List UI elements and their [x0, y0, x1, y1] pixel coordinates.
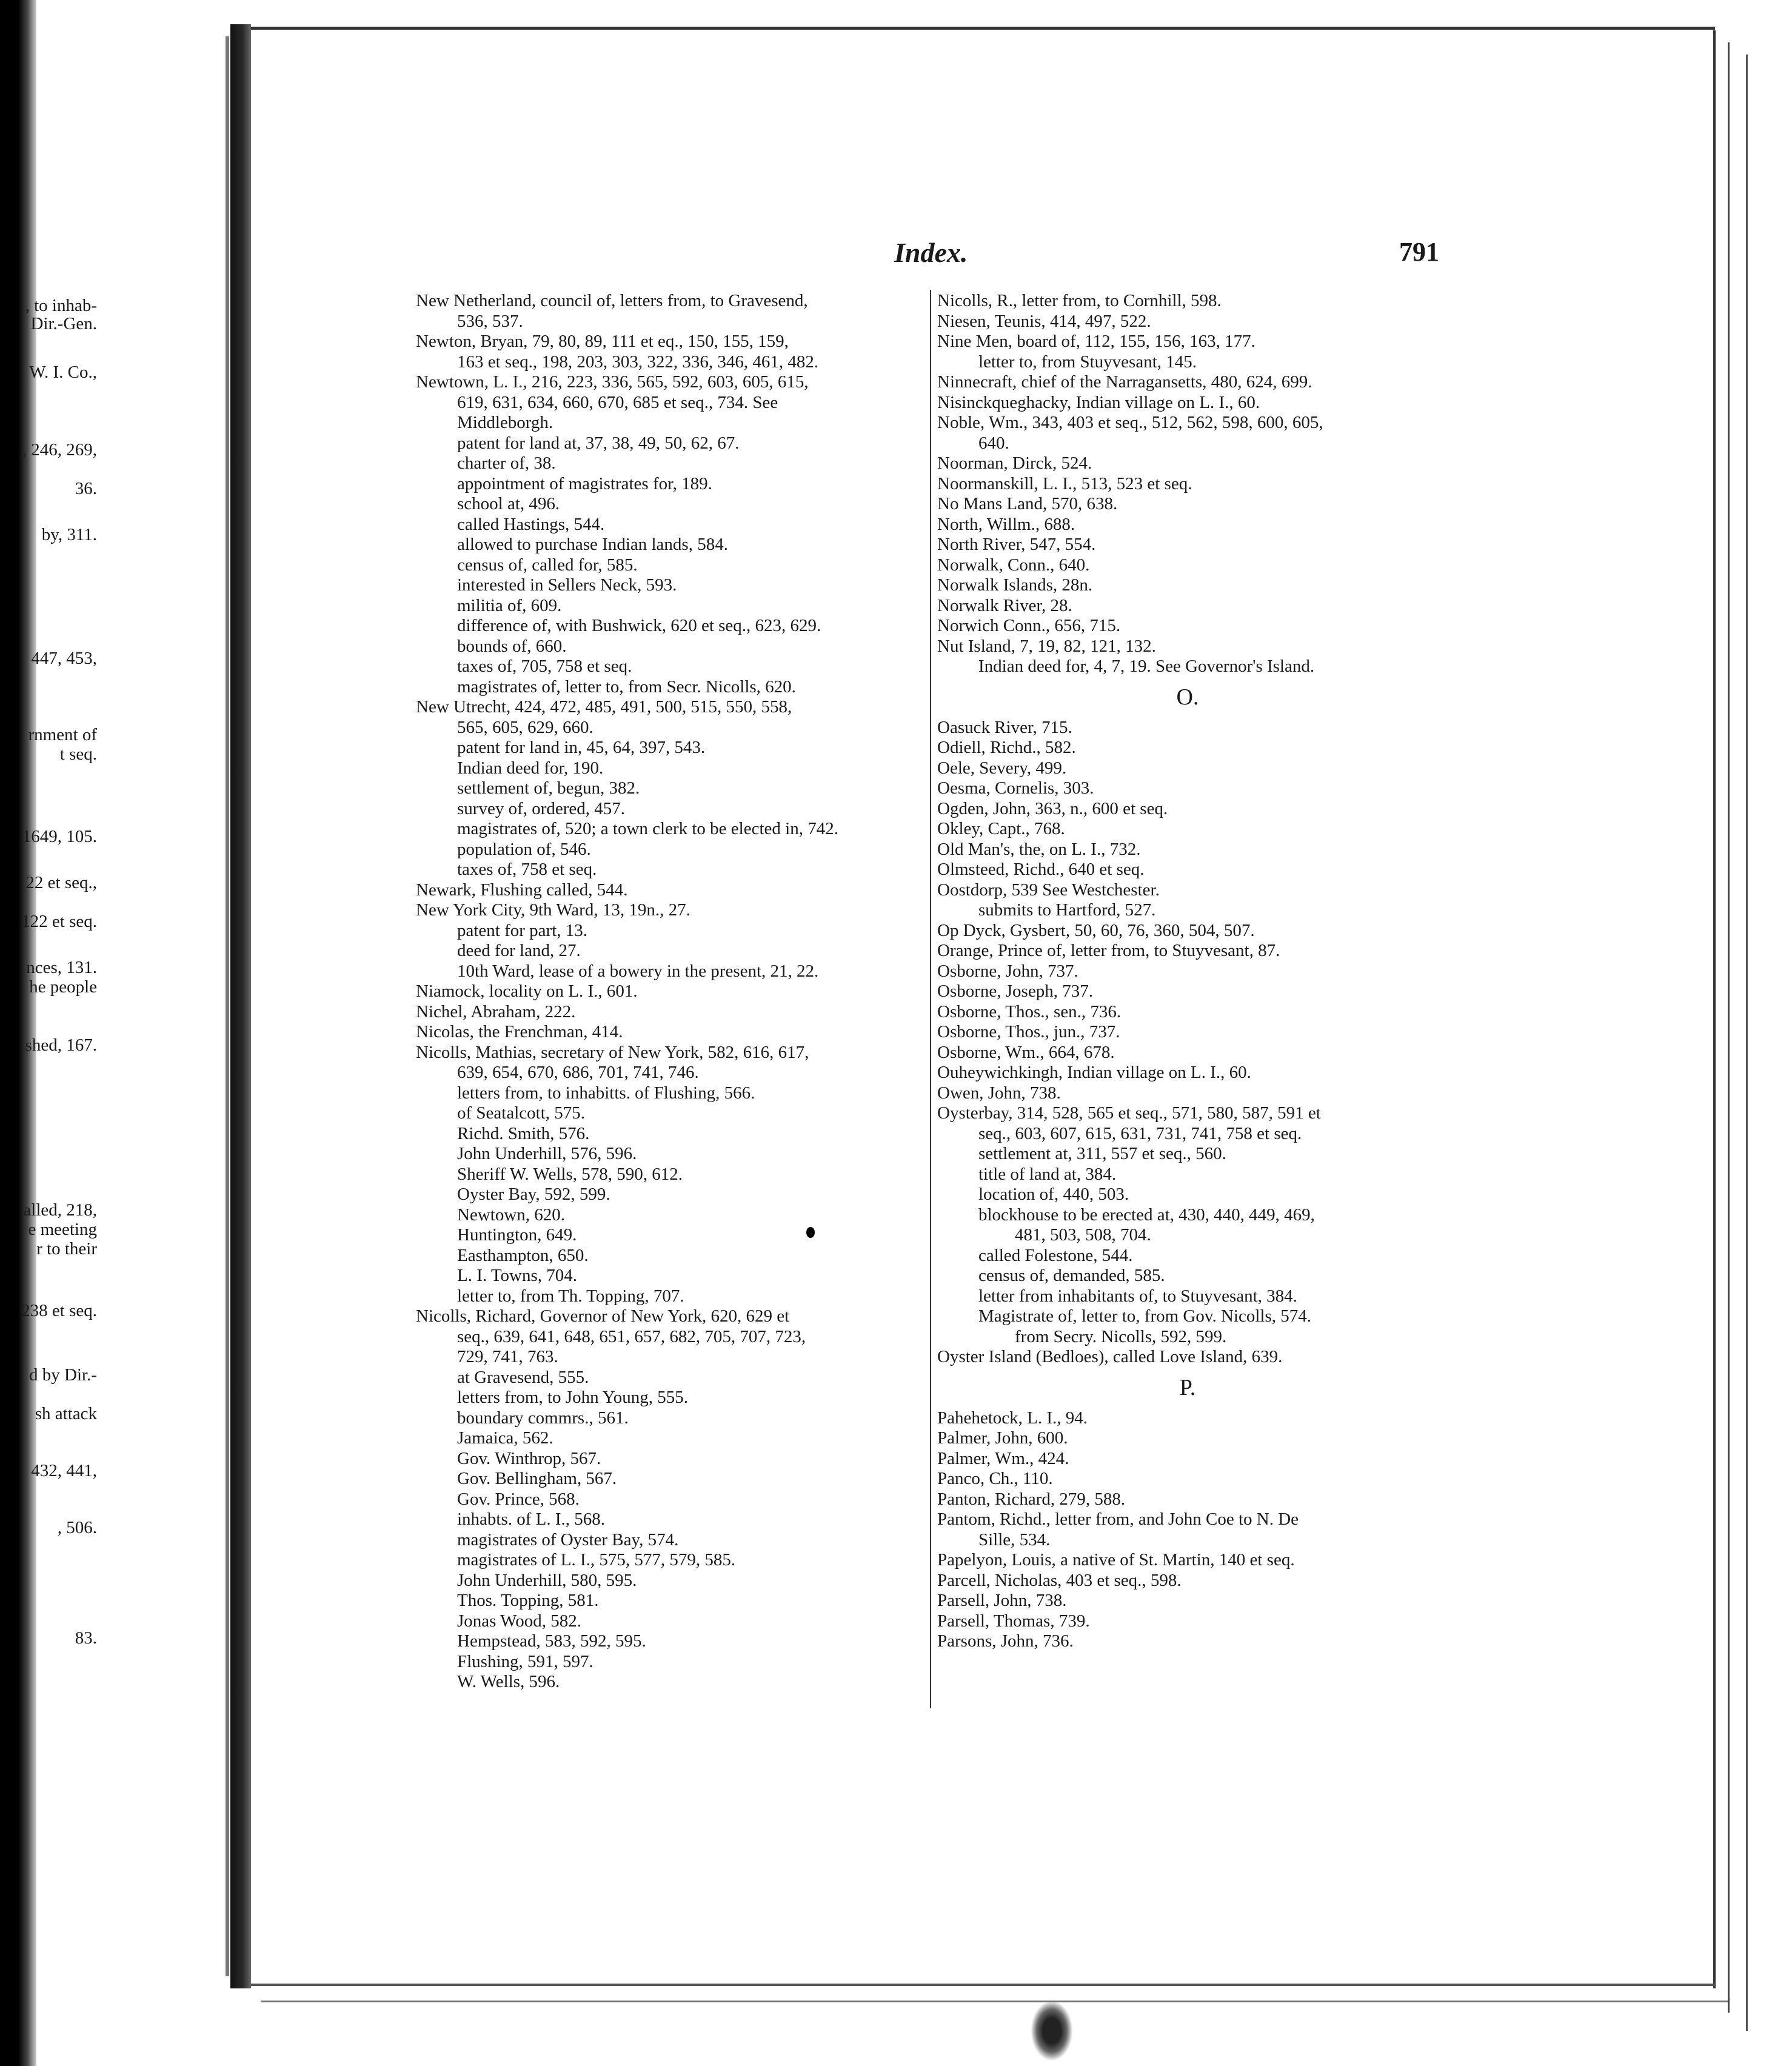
index-subentry: magistrates of L. I., 575, 577, 579, 585.	[457, 1550, 736, 1570]
index-entry: Osborne, Wm., 664, 678.	[937, 1042, 1115, 1062]
section-letter-heading: P.	[1179, 1374, 1196, 1400]
index-entry: New Netherland, council of, letters from, to Gravesend,	[416, 291, 808, 310]
index-entry: Nicolls, Mathias, secretary of New York, 582, 616, 617,	[416, 1042, 809, 1062]
index-entry: Niesen, Teunis, 414, 497, 522.	[937, 311, 1151, 331]
index-entry: Parsell, John, 738.	[937, 1591, 1067, 1610]
section-letter-heading: O.	[1176, 684, 1199, 710]
left-page-text-fragment: nces, 131.	[26, 958, 97, 977]
page-right-edge	[1713, 30, 1716, 1988]
index-subentry: 565, 605, 629, 660.	[457, 717, 593, 737]
left-page-text-fragment: alled, 218,	[23, 1200, 97, 1220]
index-subentry: Gov. Prince, 568.	[457, 1489, 580, 1509]
left-page-text-fragment: 122 et seq.	[21, 912, 97, 931]
index-entry: Nut Island, 7, 19, 82, 121, 132.	[937, 636, 1156, 656]
index-entry: Okley, Capt., 768.	[937, 819, 1065, 838]
index-entry: Panco, Ch., 110.	[937, 1469, 1053, 1488]
index-subentry: interested in Sellers Neck, 593.	[457, 575, 677, 595]
index-subentry: blockhouse to be erected at, 430, 440, 449, 469,	[978, 1205, 1315, 1225]
index-entry: Pantom, Richd., letter from, and John Coe to N. De	[937, 1509, 1299, 1529]
left-page-text-fragment: 36.	[75, 479, 97, 498]
left-page-text-fragment: sh attack	[35, 1404, 97, 1423]
index-subentry: Magistrate of, letter to, from Gov. Nicolls, 574.	[978, 1306, 1312, 1326]
index-entry: Osborne, Thos., sen., 736.	[937, 1001, 1122, 1021]
index-subentry: letter from inhabitants of, to Stuyvesant, 384.	[978, 1286, 1297, 1306]
index-entry: North, Willm., 688.	[937, 514, 1075, 534]
left-page-text-fragment: Dir.-Gen.	[30, 314, 97, 333]
index-subentry: school at, 496.	[457, 494, 560, 513]
left-page-text-fragment: 238 et seq.	[21, 1301, 97, 1320]
index-subentry: called Folestone, 544.	[978, 1245, 1133, 1265]
index-subentry: inhabts. of L. I., 568.	[457, 1509, 606, 1529]
index-subentry: appointment of magistrates for, 189.	[457, 473, 712, 493]
index-subentry: Jonas Wood, 582.	[457, 1611, 581, 1631]
page-bottom-edge	[251, 1984, 1715, 1986]
index-entry: Nicolls, Richard, Governor of New York, 620, 629 et	[416, 1306, 790, 1326]
book-gutter	[230, 24, 251, 1988]
index-subentry: Sheriff W. Wells, 578, 590, 612.	[457, 1164, 683, 1184]
index-entry: Ninnecraft, chief of the Narragansetts, 480, 624, 699.	[937, 372, 1312, 392]
index-subentry: 536, 537.	[457, 311, 523, 331]
left-page-text-fragment: 447, 453,	[31, 649, 97, 668]
index-entry: Newark, Flushing called, 544.	[416, 880, 628, 900]
index-entry: Norwich Conn., 656, 715.	[937, 616, 1121, 635]
index-subentry: Indian deed for, 4, 7, 19. See Governor's Island.	[978, 657, 1315, 676]
index-subentry: taxes of, 705, 758 et seq.	[457, 657, 632, 676]
index-subentry: patent for part, 13.	[457, 920, 588, 940]
index-subentry: population of, 546.	[457, 839, 591, 859]
index-entry: Noormanskill, L. I., 513, 523 et seq.	[937, 473, 1192, 493]
index-entry: New Utrecht, 424, 472, 485, 491, 500, 515, 550, 558,	[416, 697, 792, 717]
index-subentry: bounds of, 660.	[457, 636, 567, 656]
page-right-edge	[1728, 42, 1730, 2013]
index-subentry: 163 et seq., 198, 203, 303, 322, 336, 346, 461, 482.	[457, 352, 819, 372]
index-entry: Osborne, John, 737.	[937, 961, 1078, 981]
index-subentry: magistrates of Oyster Bay, 574.	[457, 1529, 679, 1549]
left-page-text-fragment: 1649, 105.	[22, 827, 97, 846]
left-page-text-fragment: by, 311.	[41, 525, 97, 544]
index-subentry: Oyster Bay, 592, 599.	[457, 1185, 610, 1204]
index-entry: Oesma, Cornelis, 303.	[937, 778, 1094, 798]
index-subentry: Thos. Topping, 581.	[457, 1591, 599, 1610]
index-subentry: letters from, to inhabitts. of Flushing, 566.	[457, 1083, 755, 1103]
index-subentry: Newtown, 620.	[457, 1205, 566, 1225]
index-entry: Norwalk Islands, 28n.	[937, 575, 1093, 595]
left-page-text-fragment: r to their	[36, 1239, 97, 1259]
index-subentry: seq., 639, 641, 648, 651, 657, 682, 705, 707, 723,	[457, 1326, 806, 1346]
left-page-text-fragment: he people	[29, 977, 97, 997]
index-subentry: letter to, from Stuyvesant, 145.	[978, 352, 1197, 372]
index-entry: Pahehetock, L. I., 94.	[937, 1408, 1088, 1428]
index-subentry: taxes of, 758 et seq.	[457, 860, 597, 879]
index-entry: Noble, Wm., 343, 403 et seq., 512, 562, 598, 600, 605,	[937, 413, 1323, 432]
index-subentry: 619, 631, 634, 660, 670, 685 et seq., 734. See	[457, 392, 778, 412]
index-entry: Nine Men, board of, 112, 155, 156, 163, 177.	[937, 332, 1255, 351]
index-entry: Nicolls, R., letter from, to Cornhill, 598.	[937, 291, 1222, 310]
scan-speck	[1031, 2001, 1073, 2061]
index-entry: Nicolas, the Frenchman, 414.	[416, 1022, 623, 1041]
index-entry: Papelyon, Louis, a native of St. Martin, 140 et seq.	[937, 1550, 1295, 1570]
index-entry: Oyster Island (Bedloes), called Love Island, 639.	[937, 1347, 1283, 1366]
left-page-text-fragment: , 506.	[57, 1518, 97, 1537]
index-subentry: settlement of, begun, 382.	[457, 778, 640, 798]
index-entry: Osborne, Thos., jun., 737.	[937, 1022, 1120, 1041]
index-subentry: census of, demanded, 585.	[978, 1266, 1165, 1285]
page-bottom-edge	[261, 2001, 1728, 2002]
left-page-text-fragment: 432, 441,	[31, 1461, 97, 1480]
index-subentry: Gov. Bellingham, 567.	[457, 1469, 617, 1488]
index-subentry: Jamaica, 562.	[457, 1428, 553, 1448]
index-subentry: submits to Hartford, 527.	[978, 900, 1156, 920]
index-entry: Owen, John, 738.	[937, 1083, 1061, 1103]
index-subentry: from Secry. Nicolls, 592, 599.	[1015, 1326, 1227, 1346]
index-subentry: seq., 603, 607, 615, 631, 731, 741, 758 et seq.	[978, 1123, 1302, 1143]
index-subentry: deed for land, 27.	[457, 941, 581, 960]
index-column-right	[937, 291, 1456, 1652]
index-entry: Oostdorp, 539 See Westchester.	[937, 880, 1160, 900]
index-entry: Newton, Bryan, 79, 80, 89, 111 et eq., 150, 155, 159,	[416, 332, 789, 351]
left-page-text-fragment: 83.	[75, 1628, 97, 1648]
index-subentry: difference of, with Bushwick, 620 et seq., 623, 629.	[457, 616, 821, 635]
index-entry: Oele, Severy, 499.	[937, 758, 1067, 778]
column-rule	[930, 290, 931, 1708]
index-subentry: 639, 654, 670, 686, 701, 741, 746.	[457, 1063, 699, 1082]
left-page-text-fragment: d by Dir.-	[29, 1365, 97, 1385]
index-entry: Palmer, Wm., 424.	[937, 1448, 1069, 1468]
index-entry: Niamock, locality on L. I., 601.	[416, 981, 638, 1001]
left-page-text-fragment: , to inhab-	[25, 296, 97, 315]
index-entry: Ogden, John, 363, n., 600 et seq.	[937, 798, 1168, 818]
index-entry: New York City, 9th Ward, 13, 19n., 27.	[416, 900, 690, 920]
left-page-text-fragment: , 246, 269,	[22, 440, 97, 460]
index-subentry: letter to, from Th. Topping, 707.	[457, 1286, 684, 1306]
index-entry: Oasuck River, 715.	[937, 717, 1072, 737]
running-head: Index.	[894, 237, 968, 268]
index-entry: Odiell, Richd., 582.	[937, 738, 1076, 757]
index-entry: Parsell, Thomas, 739.	[937, 1611, 1090, 1631]
index-subentry: boundary commrs., 561.	[457, 1408, 629, 1428]
index-entry: Palmer, John, 600.	[937, 1428, 1068, 1448]
index-subentry: 10th Ward, lease of a bowery in the present, 21, 22.	[457, 961, 819, 981]
index-subentry: Gov. Winthrop, 567.	[457, 1448, 601, 1468]
index-subentry: at Gravesend, 555.	[457, 1367, 589, 1387]
index-entry: No Mans Land, 570, 638.	[937, 494, 1118, 513]
index-subentry: patent for land at, 37, 38, 49, 50, 62, 67.	[457, 433, 740, 453]
left-page-text-fragment: shed, 167.	[25, 1035, 97, 1055]
index-entry: North River, 547, 554.	[937, 535, 1096, 554]
left-page-text-fragment: 22 et seq.,	[25, 873, 97, 892]
index-subentry: Indian deed for, 190.	[457, 758, 604, 778]
index-subentry: W. Wells, 596.	[457, 1672, 560, 1691]
index-subentry: Richd. Smith, 576.	[457, 1123, 590, 1143]
left-page-text-fragment: rnment of	[28, 725, 97, 744]
index-subentry: 640.	[978, 433, 1009, 453]
index-subentry: survey of, ordered, 457.	[457, 798, 626, 818]
index-entry: Nisinckqueghacky, Indian village on L. I., 60.	[937, 392, 1260, 412]
index-subentry: called Hastings, 544.	[457, 514, 605, 534]
page-right-edge	[1746, 55, 1748, 2031]
index-subentry: charter of, 38.	[457, 453, 556, 473]
index-subentry: location of, 440, 503.	[978, 1185, 1129, 1204]
index-subentry: patent for land in, 45, 64, 397, 543.	[457, 738, 706, 757]
index-subentry: title of land at, 384.	[978, 1164, 1117, 1184]
index-entry: Olmsteed, Richd., 640 et seq.	[937, 860, 1145, 879]
index-subentry: census of, called for, 585.	[457, 555, 638, 575]
left-page-text-fragment: W. I. Co.,	[29, 363, 97, 382]
index-entry: Old Man's, the, on L. I., 732.	[937, 839, 1141, 859]
index-subentry: Easthampton, 650.	[457, 1245, 589, 1265]
index-column-left	[416, 291, 931, 1693]
index-subentry: L. I. Towns, 704.	[457, 1266, 578, 1285]
page-number: 791	[1399, 237, 1439, 267]
index-entry: Orange, Prince of, letter from, to Stuyvesant, 87.	[937, 941, 1280, 960]
gutter-edge	[226, 36, 229, 1976]
index-subentry: Huntington, 649.	[457, 1225, 577, 1245]
left-page-text-fragment: e meeting	[28, 1220, 97, 1239]
index-entry: Norwalk, Conn., 640.	[937, 555, 1090, 575]
page-top-edge	[251, 27, 1715, 30]
index-entry: Osborne, Joseph, 737.	[937, 981, 1093, 1001]
index-entry: Noorman, Dirck, 524.	[937, 453, 1092, 473]
index-subentry: magistrates of, letter to, from Secr. Nicolls, 620.	[457, 677, 796, 697]
index-subentry: John Underhill, 580, 595.	[457, 1570, 637, 1590]
index-subentry: John Underhill, 576, 596.	[457, 1144, 637, 1163]
index-subentry: settlement at, 311, 557 et seq., 560.	[978, 1144, 1226, 1163]
index-subentry: magistrates of, 520; a town clerk to be elected in, 742.	[457, 819, 838, 838]
left-page-text-fragment: t seq.	[59, 744, 97, 764]
index-entry: Panton, Richard, 279, 588.	[937, 1489, 1126, 1509]
index-entry: Parcell, Nicholas, 403 et seq., 598.	[937, 1570, 1182, 1590]
index-subentry: Sille, 534.	[978, 1529, 1051, 1549]
index-entry: Op Dyck, Gysbert, 50, 60, 76, 360, 504, 507.	[937, 920, 1255, 940]
index-entry: Ouheywichkingh, Indian village on L. I., 60.	[937, 1063, 1251, 1082]
index-entry: Norwalk River, 28.	[937, 595, 1072, 615]
index-subentry: allowed to purchase Indian lands, 584.	[457, 535, 728, 554]
index-entry: Parsons, John, 736.	[937, 1631, 1074, 1651]
index-subentry: 729, 741, 763.	[457, 1347, 558, 1366]
index-subentry: 481, 503, 508, 704.	[1015, 1225, 1151, 1245]
index-subentry: letters from, to John Young, 555.	[457, 1388, 689, 1407]
index-subentry: of Seatalcott, 575.	[457, 1103, 586, 1123]
index-subentry: Middleborgh.	[457, 413, 553, 432]
index-subentry: Hempstead, 583, 592, 595.	[457, 1631, 646, 1651]
index-subentry: militia of, 609.	[457, 595, 562, 615]
index-entry: Nichel, Abraham, 222.	[416, 1001, 576, 1021]
index-subentry: Flushing, 591, 597.	[457, 1651, 593, 1671]
index-entry: Newtown, L. I., 216, 223, 336, 565, 592, 603, 605, 615,	[416, 372, 809, 392]
index-entry: Oysterbay, 314, 528, 565 et seq., 571, 580, 587, 591 et	[937, 1103, 1321, 1123]
